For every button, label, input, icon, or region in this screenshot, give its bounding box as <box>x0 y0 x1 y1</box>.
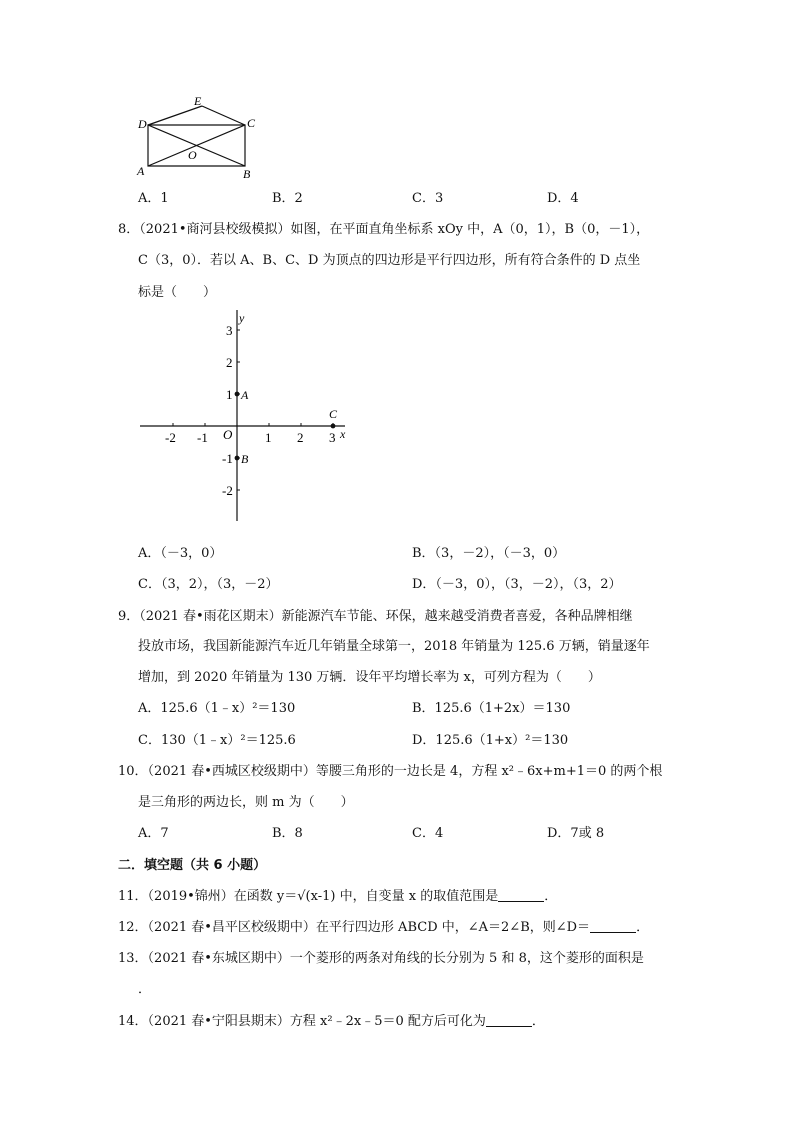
q12 <box>118 916 649 935</box>
segment-ec <box>202 106 245 125</box>
x-tick-label: 2 <box>297 430 304 445</box>
q13-line1: 13．（2021 春•东城区期中）一个菱形的两条对角线的长分别为 5 和 8，这个菱形的面积是 <box>118 951 644 966</box>
q8-option-d[interactable]: D．（－3，0），（3，－2），（3，2） <box>412 577 622 592</box>
q12-answer-blank[interactable] <box>590 920 636 933</box>
q11-end: ． <box>544 889 558 904</box>
section-fill-in-title: 二．填空题（共 6 小题） <box>118 858 267 873</box>
q9-option-a[interactable]: A．125.6（1﹣x）²＝130 <box>138 701 296 716</box>
q7-option-d[interactable]: D．4 <box>547 191 579 206</box>
q11-text: 11．（2019•锦州）在函数 y＝√(x-1) 中，自变量 x 的取值范围是 <box>118 889 499 904</box>
q11 <box>118 885 557 904</box>
q8-coordinate-graph <box>135 306 365 528</box>
x-axis-label: x <box>340 427 346 441</box>
q8-line2: C（3，0）．若以 A、B、C、D 为顶点的四边形是平行四边形，所有符合条件的 D 点坐 <box>138 253 641 268</box>
x-tick-label: -1 <box>197 430 208 445</box>
q9-line3: 增加，到 2020 年销量为 130 万辆．设年平均增长率为 x，可列方程为（ ） <box>138 670 601 685</box>
q12-end: ． <box>636 920 650 935</box>
q9-option-b[interactable]: B．125.6（1+2x）＝130 <box>412 701 571 716</box>
origin-label: O <box>223 427 233 442</box>
q9-line2: 投放市场，我国新能源汽车近几年销量全球第一，2018 年销量为 125.6 万辆，销量逐年 <box>138 639 650 654</box>
label-c: C <box>247 116 256 130</box>
q7-option-b[interactable]: B．2 <box>272 191 303 206</box>
q8-option-c[interactable]: C．（3，2），（3，－2） <box>138 577 279 592</box>
segment-de <box>148 106 202 125</box>
x-tick-label: 1 <box>265 430 272 445</box>
q10-option-d[interactable]: D．7或 8 <box>547 826 605 841</box>
q14-text: 14．（2021 春•宁阳县期末）方程 x²﹣2x﹣5＝0 配方后可化为 <box>118 1014 486 1029</box>
q14 <box>118 1010 545 1029</box>
label-e: E <box>194 94 202 108</box>
q7-rectangle-figure <box>130 92 270 182</box>
q8-line3: 标是（ ） <box>138 285 217 300</box>
q10-line1: 10．（2021 春•西城区校级期中）等腰三角形的一边长是 4，方程 x²﹣6x+m+1＝0 的两个根 <box>118 764 663 779</box>
x-tick-label: 3 <box>329 430 336 445</box>
x-tick-label: -2 <box>165 430 176 445</box>
y-tick-label: 3 <box>226 323 233 338</box>
q9-option-c[interactable]: C．130（1﹣x）²＝125.6 <box>138 733 296 748</box>
point-c <box>331 424 336 429</box>
y-axis-label: y <box>239 311 245 325</box>
q10-option-b[interactable]: B．8 <box>272 826 303 841</box>
point-label-c: C <box>329 407 338 421</box>
q10-option-c[interactable]: C．4 <box>412 826 444 841</box>
point-label-b: B <box>241 452 249 466</box>
q13-line2: ． <box>138 982 152 997</box>
point-label-a: A <box>241 388 249 402</box>
y-tick-label: -1 <box>222 451 233 466</box>
q8-option-b[interactable]: B．（3，－2），（－3，0） <box>412 546 566 561</box>
q9-line1: 9．（2021 春•雨花区期末）新能源汽车节能、环保，越来越受消费者喜爱，各种品牌相继 <box>118 609 633 624</box>
label-a: A <box>137 164 145 178</box>
q14-end: ． <box>531 1014 545 1029</box>
q10-line2: 是三角形的两边长，则 m 为（ ） <box>138 795 354 810</box>
label-o: O <box>188 148 197 162</box>
q12-text: 12．（2021 春•昌平区校级期中）在平行四边形 ABCD 中，∠A＝2∠B，则∠D＝ <box>118 920 591 935</box>
q9-option-d[interactable]: D．125.6（1+x）²＝130 <box>412 733 569 748</box>
label-d: D <box>138 117 147 131</box>
q10-option-a[interactable]: A．7 <box>138 826 169 841</box>
y-tick-label: 2 <box>226 355 233 370</box>
q7-option-c[interactable]: C．3 <box>412 191 444 206</box>
q8-line1: 8．（2021•商河县校级模拟）如图，在平面直角坐标系 xOy 中，A（0，1），B（0，－1）， <box>118 222 650 237</box>
point-b <box>235 456 240 461</box>
point-a <box>235 392 240 397</box>
q8-option-a[interactable]: A．（－3，0） <box>138 546 223 561</box>
y-tick-label: -2 <box>222 483 233 498</box>
q7-option-a[interactable]: A．1 <box>138 191 169 206</box>
q11-answer-blank[interactable] <box>498 889 544 902</box>
y-tick-label: 1 <box>226 387 233 402</box>
q14-answer-blank[interactable] <box>486 1014 532 1027</box>
label-b: B <box>243 167 251 181</box>
